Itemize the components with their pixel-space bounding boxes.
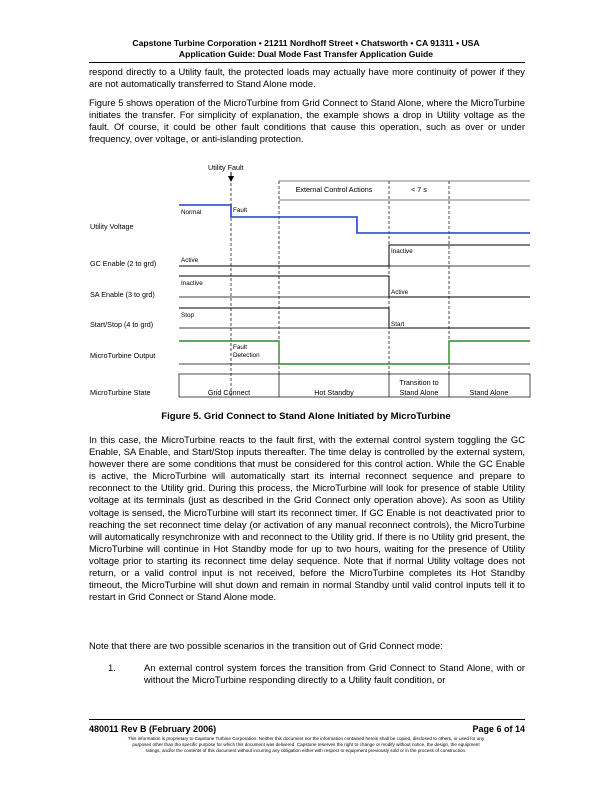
paragraph-1: respond directly to a Utility fault, the protected loads may actually have more continuity of power if they are not automatically transferred to Stand Alone mode. [89, 66, 525, 90]
row-mt-state: MicroTurbine State [90, 388, 151, 397]
sa-enable-trace [179, 276, 530, 297]
state-transition-2: Stand Alone [399, 388, 439, 397]
start-stop-trace [179, 308, 530, 328]
footer-disclaimer [80, 736, 532, 755]
footer-disclaimer-line-1: This information is proprietary to Capstone Turbine Corporation. Neither this document nor the information contained herein shall be copied, disclosed to others, or used for any [127, 736, 485, 741]
state-grid-connect: Grid Connect [207, 388, 251, 397]
delay-label: < 7 s [411, 185, 427, 194]
utility-fault-label: Utility Fault [208, 163, 244, 172]
paragraph-2: Figure 5 shows operation of the MicroTurbine from Grid Connect to Stand Alone, where the MicroTurbine initiates the transfer. For simplicity of explanation, the example shows a drop in Utility voltage as the fault. Of course, it could be other fault conditions that cause this operation, such as over or under frequency, over voltage, or anti-islanding protection. [89, 97, 525, 145]
label-stop: Stop [181, 312, 194, 319]
fault-arrow-icon [228, 176, 234, 182]
label-fault-det-1: Fault [233, 344, 247, 351]
header-guide-title: Application Guide: Dual Mode Fast Transfer Application Guide [178, 49, 434, 59]
ext-control-label: External Control Actions [295, 185, 373, 194]
row-sa-enable: SA Enable (3 to grd) [90, 290, 155, 299]
label-sa-inactive: Inactive [181, 280, 203, 287]
label-gc-active: Active [181, 257, 199, 264]
state-stand-alone: Stand Alone [469, 388, 509, 397]
figure-caption: Figure 5. Grid Connect to Stand Alone Initiated by MicroTurbine [161, 411, 451, 422]
footer-page-number: Page 6 of 14 [472, 724, 525, 734]
footer-disclaimer-line-3: ratings, and/or the contents of this document without incurring any obligation either with respect to equipment previously sold or in the process of construction. [145, 748, 467, 754]
list-item-text: An external control system forces the transition from Grid Connect to Stand Alone, with or without the MicroTurbine responding directly to a Utility fault condition, or [144, 662, 525, 686]
paragraph-4: Note that there are two possible scenarios in the transition out of Grid Connect mode: [89, 640, 443, 651]
paragraph-3: In this case, the MicroTurbine reacts to the fault first, with the external control system toggling the GC Enable, SA Enable, and Start/Stop inputs thereafter. The time delay is controlled by the external system, however there are some conditions that must be considered for this control action. While the GC Enable is active, the MicroTurbine will automatically start its internal reconnect sequence and prepare to reconnect to the Utility grid. During this process, the MicroTurbine will look for presence of stable Utility voltage at its terminals (just as described in the Grid Connect only operation above). As soon as Utility voltage is sensed, the MicroTurbine will start its reconnect timer. If GC Enable is not deactivated prior to reaching the set reconnect time delay (or activation of any manual reconnect controls), the MicroTurbine will automatically resynchronize with and reconnect to the Utility grid. If there is no Utility grid present, the MicroTurbine will continue in Hot Standby mode for up to two hours, waiting for the presence of Utility voltage prior to starting its reconnect time delay sequence. Note that if normal Utility voltage does not return, or a valid control input is not received, before the MicroTurbine completes its Hot Standby timeout, the MicroTurbine will shut down and remain in normal Standby until valid control inputs tell it to restart in Grid Connect or Stand Alone mode. [89, 434, 525, 603]
state-transition-1: Transition to [399, 378, 439, 387]
footer-doc-rev: 480011 Rev B (February 2006) [89, 724, 217, 734]
label-gc-inactive: Inactive [391, 248, 413, 255]
utility-voltage-trace [179, 205, 530, 233]
gc-enable-trace [179, 245, 530, 266]
row-utility-voltage: Utility Voltage [90, 222, 134, 231]
state-hot-standby: Hot Standby [314, 388, 354, 397]
label-normal: Normal [181, 209, 202, 216]
label-fault-det-2: Detection [233, 352, 260, 359]
row-gc-enable: GC Enable (2 to grd) [90, 259, 157, 268]
label-sa-active: Active [391, 289, 409, 296]
label-fault: Fault [233, 207, 247, 214]
footer-disclaimer-line-2: purposes other than the specific purpose for which this document was delivered. Capstone reserves the right to change or modify without notice, the design, the equipment [132, 742, 480, 748]
mt-output-trace [179, 341, 530, 364]
list-item-number: 1. [108, 662, 116, 673]
footer-rule [89, 719, 525, 720]
row-mt-output: MicroTurbine Output [90, 351, 156, 360]
label-start: Start [391, 321, 405, 328]
header-company: Capstone Turbine Corporation • 21211 Nordhoff Street • Chatsworth • CA 91311 • USA [132, 38, 480, 48]
row-start-stop: Start/Stop (4 to grd) [90, 320, 154, 329]
